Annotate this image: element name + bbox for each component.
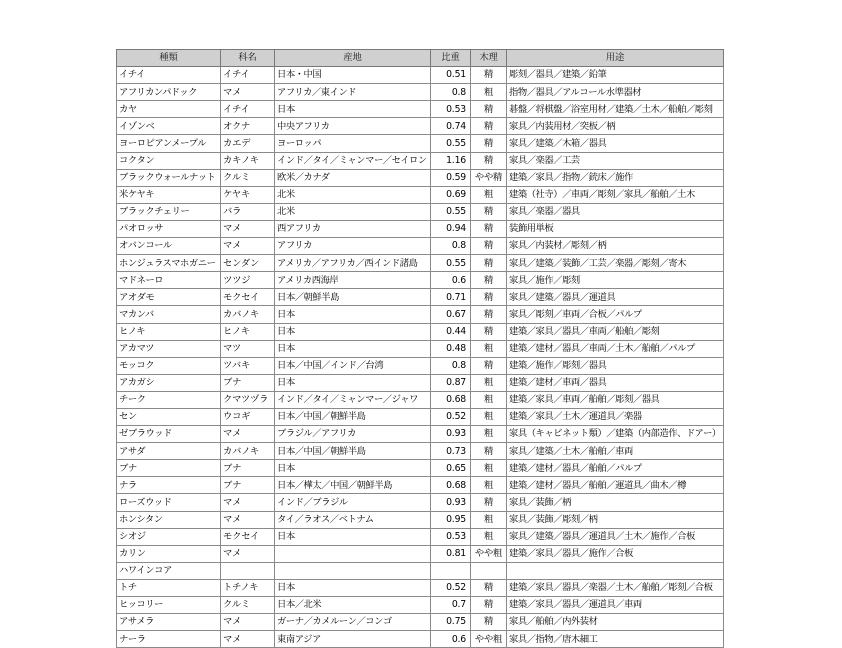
- cell-kind: ヨーロピアンメープル: [117, 135, 221, 152]
- cell-grain: 精: [471, 323, 507, 340]
- cell-origin: 日本／中国／インド／台湾: [275, 357, 431, 374]
- cell-gravity: 0.52: [431, 579, 471, 596]
- table-row: [117, 306, 724, 323]
- cell-use: 装飾用単板: [507, 220, 724, 237]
- cell-grain: 粗: [471, 408, 507, 425]
- cell-grain: 精: [471, 272, 507, 289]
- cell-gravity: 0.48: [431, 340, 471, 357]
- cell-kind: ブナ: [117, 460, 221, 477]
- cell-kind: セン: [117, 408, 221, 425]
- table-row: [117, 597, 724, 614]
- cell-origin: 中央アフリカ: [275, 118, 431, 135]
- cell-kind: マカンバ: [117, 306, 221, 323]
- cell-gravity: 0.52: [431, 408, 471, 425]
- cell-origin: [275, 545, 431, 562]
- cell-kind: ナーラ: [117, 631, 221, 648]
- cell-grain: 精: [471, 101, 507, 118]
- cell-kind: アカガシ: [117, 374, 221, 391]
- cell-origin: アメリカ西海岸: [275, 272, 431, 289]
- table-row: [117, 528, 724, 545]
- cell-use: 家具／楽器／器具: [507, 203, 724, 220]
- cell-grain: [471, 562, 507, 579]
- cell-family: モクセイ: [221, 528, 275, 545]
- cell-kind: トチ: [117, 579, 221, 596]
- cell-origin: 東南アジア: [275, 631, 431, 648]
- cell-gravity: 0.59: [431, 169, 471, 186]
- cell-family: モクセイ: [221, 289, 275, 306]
- cell-use: 家具／建築／土木／船舶／車両: [507, 443, 724, 460]
- column-header-origin: 産地: [275, 50, 431, 67]
- cell-origin: 日本: [275, 340, 431, 357]
- cell-origin: 日本／朝鮮半島: [275, 289, 431, 306]
- cell-kind: ブラックウォールナット: [117, 169, 221, 186]
- cell-grain: 粗: [471, 391, 507, 408]
- cell-grain: 粗: [471, 84, 507, 101]
- table-row: [117, 631, 724, 648]
- cell-use: 建築／家具／土木／運道具／楽器: [507, 408, 724, 425]
- cell-kind: マドネーロ: [117, 272, 221, 289]
- cell-family: マメ: [221, 238, 275, 255]
- cell-use: 家具／建築／木箱／器具: [507, 135, 724, 152]
- cell-family: マメ: [221, 220, 275, 237]
- cell-family: マメ: [221, 614, 275, 631]
- cell-origin: インド／ブラジル: [275, 494, 431, 511]
- cell-grain: 精: [471, 203, 507, 220]
- table-row: [117, 169, 724, 186]
- cell-origin: ブラジル／アフリカ: [275, 426, 431, 443]
- table-row: [117, 135, 724, 152]
- cell-kind: アオダモ: [117, 289, 221, 306]
- cell-use: 指物／器具／アルコール水準器材: [507, 84, 724, 101]
- table-row: [117, 579, 724, 596]
- cell-use: 建築／建材／器具／車両／土木／船舶／パルプ: [507, 340, 724, 357]
- cell-use: 家具／船舶／内外装材: [507, 614, 724, 631]
- cell-kind: モッコク: [117, 357, 221, 374]
- cell-gravity: 0.68: [431, 477, 471, 494]
- cell-use: 建築／建材／器具／船舶／パルプ: [507, 460, 724, 477]
- cell-origin: 日本: [275, 101, 431, 118]
- cell-family: マツ: [221, 340, 275, 357]
- cell-use: 家具／装飾／柄: [507, 494, 724, 511]
- cell-grain: やや粗: [471, 631, 507, 648]
- cell-grain: 精: [471, 306, 507, 323]
- cell-origin: 日本: [275, 528, 431, 545]
- cell-origin: インド／タイ／ミャンマー／ジャワ: [275, 391, 431, 408]
- cell-use: 家具／装飾／彫刻／柄: [507, 511, 724, 528]
- cell-kind: イチイ: [117, 67, 221, 84]
- cell-gravity: 0.69: [431, 186, 471, 203]
- cell-grain: 精: [471, 443, 507, 460]
- cell-use: 建築／施作／彫刻／器具: [507, 357, 724, 374]
- cell-grain: 精: [471, 579, 507, 596]
- cell-origin: 日本・中国: [275, 67, 431, 84]
- table-body: [117, 67, 724, 648]
- cell-family: オクナ: [221, 118, 275, 135]
- cell-gravity: 0.87: [431, 374, 471, 391]
- cell-origin: 北米: [275, 203, 431, 220]
- cell-origin: アメリカ／アフリカ／西インド諸島: [275, 255, 431, 272]
- cell-family: [221, 562, 275, 579]
- table-header-row: [117, 50, 724, 67]
- cell-use: 家具／彫刻／車両／合板／パルプ: [507, 306, 724, 323]
- cell-kind: イゾンベ: [117, 118, 221, 135]
- cell-use: 家具／指物／唐木細工: [507, 631, 724, 648]
- cell-origin: アフリカ／東インド: [275, 84, 431, 101]
- table-row: [117, 357, 724, 374]
- cell-kind: ナラ: [117, 477, 221, 494]
- cell-family: カエデ: [221, 135, 275, 152]
- table-row: [117, 614, 724, 631]
- cell-grain: 粗: [471, 511, 507, 528]
- cell-grain: 精: [471, 118, 507, 135]
- cell-gravity: 0.67: [431, 306, 471, 323]
- cell-use: 建築／家具／器具／車両／船舶／彫刻: [507, 323, 724, 340]
- wood-table-container: [116, 49, 723, 648]
- table-row: [117, 67, 724, 84]
- cell-family: マメ: [221, 545, 275, 562]
- cell-kind: アサダ: [117, 443, 221, 460]
- column-header-family: 科名: [221, 50, 275, 67]
- cell-family: クマツヅラ: [221, 391, 275, 408]
- cell-use: 家具／楽器／工芸: [507, 152, 724, 169]
- cell-gravity: 0.81: [431, 545, 471, 562]
- cell-family: クルミ: [221, 169, 275, 186]
- cell-origin: 日本: [275, 323, 431, 340]
- cell-kind: パオロッサ: [117, 220, 221, 237]
- table-row: [117, 118, 724, 135]
- cell-use: 家具／内装材／彫刻／柄: [507, 238, 724, 255]
- wood-properties-table: [116, 49, 724, 648]
- cell-gravity: 0.68: [431, 391, 471, 408]
- cell-gravity: 0.65: [431, 460, 471, 477]
- cell-kind: ブラックチェリー: [117, 203, 221, 220]
- cell-family: マメ: [221, 631, 275, 648]
- cell-use: 建築／家具／指物／銃床／施作: [507, 169, 724, 186]
- column-header-gravity: 比重: [431, 50, 471, 67]
- cell-gravity: 0.95: [431, 511, 471, 528]
- table-row: [117, 408, 724, 425]
- cell-kind: オバンコール: [117, 238, 221, 255]
- cell-origin: ヨーロッパ: [275, 135, 431, 152]
- cell-gravity: 0.8: [431, 357, 471, 374]
- cell-grain: 粗: [471, 186, 507, 203]
- cell-use: 建築／建材／器具／船舶／運道具／曲木／樽: [507, 477, 724, 494]
- table-row: [117, 101, 724, 118]
- table-row: [117, 545, 724, 562]
- cell-gravity: 0.55: [431, 255, 471, 272]
- cell-grain: 粗: [471, 426, 507, 443]
- table-row: [117, 443, 724, 460]
- cell-gravity: 0.55: [431, 203, 471, 220]
- cell-family: マメ: [221, 511, 275, 528]
- cell-kind: コクタン: [117, 152, 221, 169]
- cell-grain: 精: [471, 494, 507, 511]
- cell-family: ツツジ: [221, 272, 275, 289]
- table-row: [117, 220, 724, 237]
- cell-gravity: 0.7: [431, 597, 471, 614]
- cell-family: ウコギ: [221, 408, 275, 425]
- cell-origin: 日本: [275, 460, 431, 477]
- cell-use: 家具／建築／器具／運道具／土木／施作／合板: [507, 528, 724, 545]
- table-row: [117, 494, 724, 511]
- table-row: [117, 391, 724, 408]
- cell-gravity: 0.93: [431, 494, 471, 511]
- cell-use: 建築／建材／車両／器具: [507, 374, 724, 391]
- cell-gravity: 0.74: [431, 118, 471, 135]
- cell-grain: やや精: [471, 169, 507, 186]
- cell-family: ブナ: [221, 374, 275, 391]
- cell-use: 建築／家具／器具／施作／合板: [507, 545, 724, 562]
- cell-gravity: 0.93: [431, 426, 471, 443]
- cell-family: マメ: [221, 84, 275, 101]
- table-row: [117, 426, 724, 443]
- cell-use: 家具／建築／器具／運道具: [507, 289, 724, 306]
- cell-gravity: 0.73: [431, 443, 471, 460]
- table-row: [117, 323, 724, 340]
- cell-kind: チーク: [117, 391, 221, 408]
- cell-gravity: 0.53: [431, 528, 471, 545]
- cell-grain: 精: [471, 289, 507, 306]
- cell-grain: 精: [471, 255, 507, 272]
- cell-family: イチイ: [221, 101, 275, 118]
- cell-use: 家具／建築／装飾／工芸／楽器／彫刻／寄木: [507, 255, 724, 272]
- cell-use: 家具／施作／彫刻: [507, 272, 724, 289]
- table-row: [117, 340, 724, 357]
- cell-origin: [275, 562, 431, 579]
- cell-kind: ヒノキ: [117, 323, 221, 340]
- cell-kind: ホンシタン: [117, 511, 221, 528]
- cell-use: 家具／内装用材／突板／柄: [507, 118, 724, 135]
- cell-origin: 日本: [275, 374, 431, 391]
- cell-family: カバノキ: [221, 443, 275, 460]
- cell-family: トチノキ: [221, 579, 275, 596]
- table-row: [117, 562, 724, 579]
- cell-use: 彫刻／器具／建築／鉛筆: [507, 67, 724, 84]
- cell-origin: 日本／北米: [275, 597, 431, 614]
- table-row: [117, 460, 724, 477]
- cell-origin: 日本: [275, 579, 431, 596]
- cell-kind: ヒッコリー: [117, 597, 221, 614]
- table-row: [117, 289, 724, 306]
- cell-family: クルミ: [221, 597, 275, 614]
- cell-gravity: 0.8: [431, 84, 471, 101]
- cell-family: センダン: [221, 255, 275, 272]
- cell-family: ブナ: [221, 477, 275, 494]
- cell-grain: 精: [471, 597, 507, 614]
- cell-grain: 粗: [471, 528, 507, 545]
- cell-family: マメ: [221, 494, 275, 511]
- cell-grain: やや粗: [471, 545, 507, 562]
- cell-use: 建築／家具／器具／運道具／車両: [507, 597, 724, 614]
- table-row: [117, 374, 724, 391]
- cell-family: ツバキ: [221, 357, 275, 374]
- cell-origin: 欧米／カナダ: [275, 169, 431, 186]
- table-row: [117, 186, 724, 203]
- table-row: [117, 152, 724, 169]
- cell-kind: ハワインコア: [117, 562, 221, 579]
- cell-gravity: 0.55: [431, 135, 471, 152]
- cell-use: 碁盤／将棋盤／浴室用材／建築／土木／船舶／彫刻: [507, 101, 724, 118]
- cell-gravity: [431, 562, 471, 579]
- cell-kind: ローズウッド: [117, 494, 221, 511]
- table-row: [117, 511, 724, 528]
- cell-use: 家具（キャビネット類）／建築（内部造作、ドアー）: [507, 426, 724, 443]
- cell-grain: 精: [471, 67, 507, 84]
- table-row: [117, 477, 724, 494]
- cell-grain: 精: [471, 135, 507, 152]
- cell-gravity: 0.8: [431, 238, 471, 255]
- table-row: [117, 84, 724, 101]
- cell-kind: シオジ: [117, 528, 221, 545]
- table-row: [117, 203, 724, 220]
- cell-kind: 米ケヤキ: [117, 186, 221, 203]
- cell-grain: 精: [471, 220, 507, 237]
- column-header-use: 用途: [507, 50, 724, 67]
- cell-origin: ガーナ／カメルーン／コンゴ: [275, 614, 431, 631]
- cell-kind: カリン: [117, 545, 221, 562]
- cell-use: 建築／家具／車両／船舶／彫刻／器具: [507, 391, 724, 408]
- table-row: [117, 272, 724, 289]
- table-row: [117, 255, 724, 272]
- cell-family: イチイ: [221, 67, 275, 84]
- cell-kind: ゼブラウッド: [117, 426, 221, 443]
- cell-family: バラ: [221, 203, 275, 220]
- column-header-kind: 種類: [117, 50, 221, 67]
- cell-kind: カヤ: [117, 101, 221, 118]
- cell-gravity: 0.75: [431, 614, 471, 631]
- cell-gravity: 0.53: [431, 101, 471, 118]
- cell-gravity: 0.51: [431, 67, 471, 84]
- cell-origin: 日本: [275, 306, 431, 323]
- cell-grain: 粗: [471, 460, 507, 477]
- cell-origin: 日本／中国／朝鮮半島: [275, 443, 431, 460]
- cell-gravity: 0.94: [431, 220, 471, 237]
- cell-use: [507, 562, 724, 579]
- cell-family: カバノキ: [221, 306, 275, 323]
- column-header-grain: 木理: [471, 50, 507, 67]
- cell-family: ケヤキ: [221, 186, 275, 203]
- cell-gravity: 0.44: [431, 323, 471, 340]
- table-header: [117, 50, 724, 67]
- cell-origin: 日本／中国／朝鮮半島: [275, 408, 431, 425]
- cell-grain: 粗: [471, 477, 507, 494]
- table-row: [117, 238, 724, 255]
- cell-origin: 西アフリカ: [275, 220, 431, 237]
- cell-origin: アフリカ: [275, 238, 431, 255]
- cell-grain: 粗: [471, 340, 507, 357]
- cell-grain: 精: [471, 357, 507, 374]
- cell-family: ヒノキ: [221, 323, 275, 340]
- cell-origin: タイ／ラオス／ベトナム: [275, 511, 431, 528]
- cell-gravity: 0.6: [431, 631, 471, 648]
- cell-origin: インド／タイ／ミャンマー／セイロン: [275, 152, 431, 169]
- cell-kind: ホンジュラスマホガニー: [117, 255, 221, 272]
- cell-grain: 精: [471, 152, 507, 169]
- cell-kind: アサメラ: [117, 614, 221, 631]
- cell-gravity: 0.71: [431, 289, 471, 306]
- cell-family: ブナ: [221, 460, 275, 477]
- cell-gravity: 1.16: [431, 152, 471, 169]
- cell-use: 建築／家具／器具／楽器／土木／船舶／彫刻／合板: [507, 579, 724, 596]
- cell-gravity: 0.6: [431, 272, 471, 289]
- cell-origin: 北米: [275, 186, 431, 203]
- cell-family: カキノキ: [221, 152, 275, 169]
- cell-grain: 粗: [471, 374, 507, 391]
- cell-grain: 精: [471, 614, 507, 631]
- cell-use: 建築（社寺）／車両／彫刻／家具／船舶／土木: [507, 186, 724, 203]
- cell-origin: 日本／樺太／中国／朝鮮半島: [275, 477, 431, 494]
- cell-kind: アカマツ: [117, 340, 221, 357]
- cell-family: マメ: [221, 426, 275, 443]
- cell-grain: 精: [471, 238, 507, 255]
- cell-kind: アフリカンパドック: [117, 84, 221, 101]
